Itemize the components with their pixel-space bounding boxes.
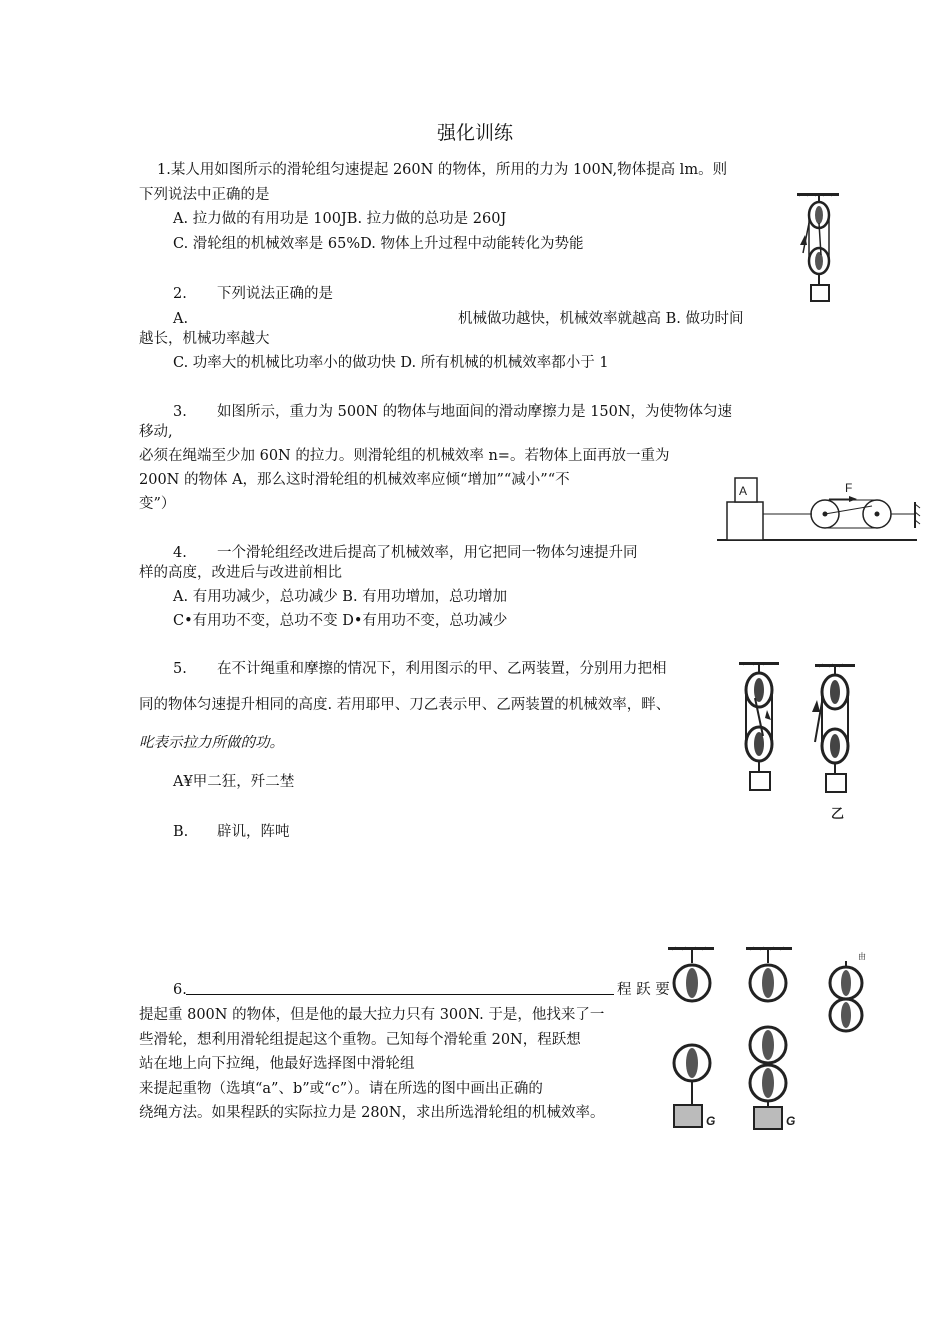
q3-fig-label-f: F	[845, 481, 853, 495]
q3-number: 3.	[173, 404, 187, 420]
q5-stem-line2: 同的物体匀速提升相同的高度. 若用耶甲、刀乙表示甲、乙两装置的机械效率，畔、	[139, 697, 671, 713]
q4-number: 4.	[173, 545, 187, 561]
q3-stem-line4: 200N 的物体 A，那么这时滑轮组的机械效率应倾“增加”“减小”“不	[139, 472, 570, 488]
q2-number: 2.	[173, 286, 187, 302]
q3-stem-line2: 移动,	[139, 424, 173, 440]
q6-stem-line5: 来提起重物（选填“a”、b”或“c”）。请在所选的图中画出正确的	[139, 1081, 543, 1097]
q3-stem-line1: 如图所示，重力为 500N 的物体与地面间的滑动摩擦力是 150N，为使物体匀速	[217, 404, 733, 420]
q5-fig-label-yi: 乙	[831, 807, 845, 822]
q1-stem-line2: 下列说法中正确的是	[139, 187, 270, 203]
q6-fig-label-g1: G	[706, 1114, 716, 1128]
q1-pulley-figure	[797, 193, 843, 307]
q2-option-a-text: 机械做功越快，机械效率就越高 B. 做功时间	[458, 311, 744, 327]
q2-option-a-continued: 越长，机械功率越大	[139, 331, 270, 347]
q3-fig-label-a: A	[739, 484, 748, 498]
q6-stem-line2: 提起重 800N 的物体，但是他的最大拉力只有 300N. 于是，他找来了一	[139, 1007, 605, 1023]
q5-option-a: A¥甲二狂，歼二埜	[173, 774, 295, 790]
q6-pulley-options-figure	[668, 945, 868, 1133]
q3-stem-line3: 必须在绳端至少加 60N 的拉力。则滑轮组的机械效率 n=。若物体上面再放一重为	[139, 448, 670, 464]
q2-option-a-label: A.	[173, 311, 189, 327]
q5-option-b-text: 辟讥，阵吨	[217, 824, 290, 840]
q1-option-ab: A. 拉力做的有用功是 100JB. 拉力做的总功是 260J	[173, 211, 507, 227]
q6-number: 6.	[173, 982, 187, 998]
q6-stem-line6: 绕绳方法。如果程跃的实际拉力是 280N，求出所选滑轮组的机械效率。	[139, 1105, 605, 1121]
q2-option-cd: C. 功率大的机械比功率小的做功快 D. 所有机械的机械效率都小于 1	[173, 355, 609, 371]
q4-stem-line1: 一个滑轮组经改进后提高了机械效率，用它把同一物体匀速提升同	[217, 545, 638, 561]
q2-stem: 下列说法正确的是	[217, 286, 333, 302]
q5-pulley-devices-figure	[735, 662, 865, 824]
q4-option-ab: A. 有用功减少，总功减少 B. 有用功增加，总功增加	[173, 589, 508, 605]
q6-stem-line1-end: 程 跃 要	[617, 982, 670, 998]
q5-number: 5.	[173, 661, 187, 677]
q1-stem-line1: 1.某人用如图所示的滑轮组匀速提起 260N 的物体，所用的力为 100N,物体提高 lm。则	[157, 162, 728, 178]
q3-stem-line5: 变”）	[139, 496, 176, 512]
q6-stem-line4: 站在地上向下拉绳，他最好选择图中滑轮组	[139, 1056, 415, 1072]
q4-stem-line2: 样的高度，改进后与改进前相比	[139, 565, 342, 581]
q6-fig-label-g2: G	[786, 1114, 796, 1128]
q5-option-b-label: B.	[173, 824, 189, 840]
q3-horizontal-pulley-figure	[717, 472, 927, 544]
page-title: 强化训练	[436, 122, 513, 144]
q6-stem-line3: 些滑轮，想利用滑轮组提起这个重物。己知每个滑轮重 20N，程跃想	[139, 1032, 581, 1048]
q5-stem-line3: 叱表示拉力所做的功。	[139, 735, 284, 751]
q6-blank	[186, 980, 614, 1001]
q1-option-cd: C. 滑轮组的机械效率是 65%D. 物体上升过程中动能转化为势能	[173, 236, 584, 252]
q6-fig-label-c: 由	[858, 952, 866, 961]
q4-option-cd: C•有用功不变，总功不变 D•有用功不变，总功减少	[173, 613, 508, 629]
q5-stem-line1: 在不计绳重和摩擦的情况下，利用图示的甲、乙两装置，分别用力把相	[217, 661, 667, 677]
